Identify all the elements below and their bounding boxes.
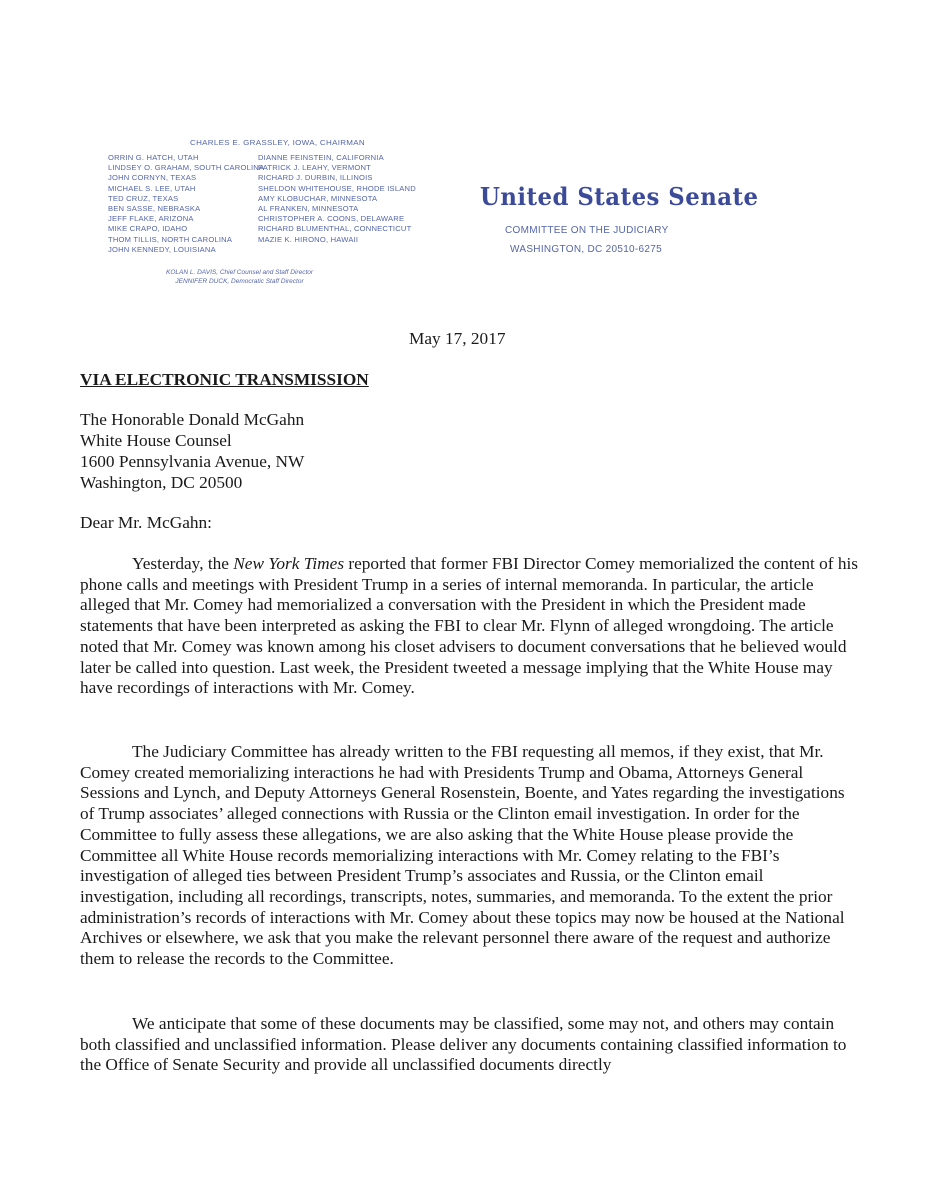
majority-members [108,153,264,255]
member-name: TED CRUZ, TEXAS [108,193,179,203]
minority-members [258,153,416,245]
member-name: BEN SASSE, NEBRASKA [108,204,201,214]
publication-name: New York Times [233,554,345,573]
paragraph-text: Yesterday, the [132,554,234,573]
member-name: MIKE CRAPO, IDAHO [108,224,188,234]
committee-name: COMMITTEE ON THE JUDICIARY [505,225,669,236]
democratic-staff-director: JENNIFER DUCK, Democratic Staff Director [175,278,304,285]
member-name: AL FRANKEN, MINNESOTA [258,204,359,214]
member-name: MICHAEL S. LEE, UTAH [108,183,196,193]
member-name: DIANNE FEINSTEIN, CALIFORNIA [258,153,384,162]
chairman-line: CHARLES E. GRASSLEY, IOWA, CHAIRMAN [190,138,365,147]
member-name: CHRISTOPHER A. COONS, DELAWARE [258,214,405,224]
recipient-line: The Honorable Donald McGahn [80,410,305,429]
staff-directors [166,268,313,286]
member-name: RICHARD J. DURBIN, ILLINOIS [258,173,373,183]
paragraph-3 [80,1014,860,1076]
committee-address: WASHINGTON, DC 20510-6275 [510,244,662,255]
paragraph-text: The Judiciary Committee has already written to the FBI requesting all memos, if they exist, that Mr. Comey created memorializing interactions he had with Presidents Trump and Obama, Attorneys General Sessions and Lynch, and Deputy Attorneys General Rosenstein, Boente, and Yates regarding the investigations of Trump associates’ alleged connections with Russia or the Clinton email investigation. In order for the Committee to fully assess these allegations, we are also asking that the White House please provide the Committee all White House records memorializing interactions with Mr. Comey relating to the FBI’s investigation of alleged ties between President Trump’s associates and Russia, or the Clinton email investigation, including all recordings, transcripts, notes, summaries, and memoranda. To the extent the prior administration’s records of interactions with Mr. Comey about these topics may now be housed at the National Archives or elsewhere, we ask that you make the relevant personnel there aware of the request and authorize them to release the records to the Committee. [80,742,845,969]
recipient-line: 1600 Pennsylvania Avenue, NW [80,452,305,471]
recipient-line: White House Counsel [80,431,232,450]
paragraph-text: We anticipate that some of these documents may be classified, some may not, and others may contain both classified and unclassified information. Please deliver any documents containing classified information to the Office of Senate Security and provide all unclassified documents directly [80,1014,847,1075]
chief-counsel: KOLAN L. DAVIS, Chief Counsel and Staff Director [166,269,314,276]
paragraph-text: reported that former FBI Director Comey memorialized the content of his phone calls and meetings with President Trump in a series of internal memoranda. In particular, the article alleged that Mr. Comey had memorialized a conversation with the President in which the President made statements that have been interpreted as asking the FBI to clear Mr. Flynn of alleged wrongdoing. The article noted that Mr. Comey was known among his closet advisers to document conversations that he believed would later be called into question. Last week, the President tweeted a message implying that the White House may have recordings of interactions with Mr. Comey. [80,554,859,698]
recipient-address [80,409,304,493]
member-name: JEFF FLAKE, ARIZONA [108,214,194,224]
recipient-line: Washington, DC 20500 [80,473,243,492]
member-name: SHELDON WHITEHOUSE, RHODE ISLAND [258,183,416,193]
member-name: PATRICK J. LEAHY, VERMONT [258,163,372,173]
member-name: THOM TILLIS, NORTH CAROLINA [108,234,233,244]
member-name: MAZIE K. HIRONO, HAWAII [258,234,359,244]
member-name: LINDSEY O. GRAHAM, SOUTH CAROLINA [108,163,265,173]
paragraph-1 [80,554,860,699]
senate-title: United States Senate [480,182,759,211]
salutation: Dear Mr. McGahn: [80,513,212,532]
member-name: JOHN KENNEDY, LOUISIANA [108,244,216,254]
member-name: RICHARD BLUMENTHAL, CONNECTICUT [258,224,412,234]
paragraph-2 [80,742,860,970]
letter-date: May 17, 2017 [409,329,506,348]
member-name: AMY KLOBUCHAR, MINNESOTA [258,193,378,203]
member-name: JOHN CORNYN, TEXAS [108,173,197,183]
member-name: ORRIN G. HATCH, UTAH [108,153,199,162]
transmission-method: VIA ELECTRONIC TRANSMISSION [80,370,369,389]
letterhead [0,0,927,300]
